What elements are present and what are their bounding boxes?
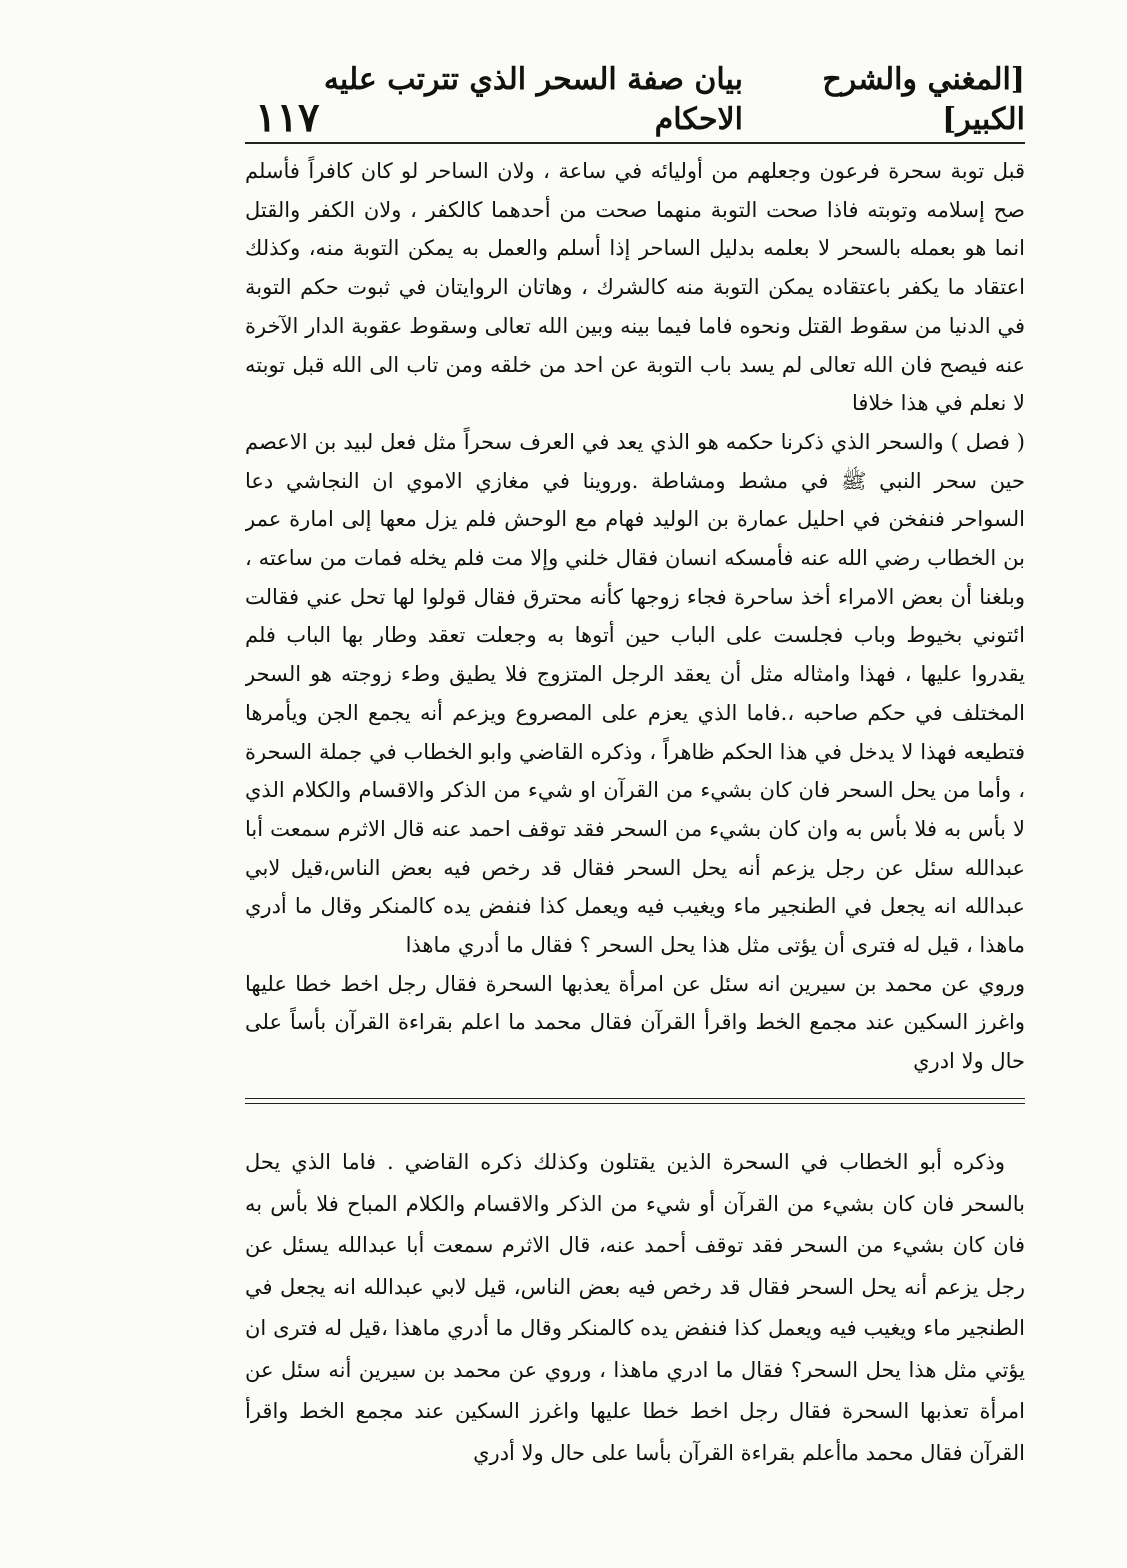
paragraph: قبل توبة سحرة فرعون وجعلهم من أوليائه في ساعة ، ولان الساحر لو كان كافراً فأسلم صح إسلامه وتوبته فاذا صحت التوبة منهما صحت من أحدهما كالكفر ، ولان الكفر والقتل انما هو بعمله بالسحر لا بعلمه بدليل الساحر إذا أسلم والعمل به يمكن التوبة منه، وكذلك اعتقاد ما يكفر باعتقاده يمكن التوبة منه كالشرك ، وهاتان الروايتان في ثبوت حكم التوبة في الدنيا من سقوط القتل ونحوه فاما فيما بينه وبين الله تعالى وسقوط عقوبة الدار الآخرة عنه فيصح فان الله تعالى لم يسد باب التوبة عن احد من خلقه ومن تاب الى الله قبل توبته لا نعلم في هذا خلافا <box>245 159 1025 416</box>
footnote-separator <box>245 1098 1025 1104</box>
footnote-paragraph: وذكره أبو الخطاب في السحرة الذين يقتلون وكذلك ذكره القاضي . فاما الذي يحل بالسحر فان كان بشيء من القرآن أو شيء من الذكر والاقسام والكلام المباح فلا بأس به فان كان بشيء من السحر فقد توقف أحمد عنه، قال الاثرم سمعت أبا عبدالله يسئل عن رجل يزعم أنه يحل السحر فقال قد رخص فيه بعض الناس، قيل لابي عبدالله انه يجعل في الطنجير ماء ويغيب فيه ويعمل كذا فنفض يده كالمنكر وقال ما أدري ماهذا ،قيل له فترى ان يؤتي مثل هذا يحل السحر؟ فقال ما ادري ماهذا ، وروي عن محمد بن سيرين أنه سئل عن امرأة تعذبها السحرة فقال رجل اخط خطا عليها واغرز السكين عند مجمع الخط واقرأ القرآن فقال محمد ماأعلم بقراءة القرآن بأسا على حال ولا أدري <box>245 1150 1025 1465</box>
chapter-title: بيان صفة السحر الذي تترتب عليه الاحكام <box>323 62 743 137</box>
footnote-text <box>245 1142 1025 1472</box>
header-rule <box>245 142 1025 144</box>
page-header <box>255 62 1025 141</box>
book-title: [المغني والشرح الكبير] <box>822 62 1025 137</box>
paragraph: ( فصل ) والسحر الذي ذكرنا حكمه هو الذي يعد في العرف سحراً مثل فعل لبيد بن الاعصم حين سحر النبي ﷺ في مشط ومشاطة .وروينا في مغازي الاموي ان النجاشي دعا السواحر فنفخن في احليل عمارة بن الوليد فهام مع الوحش فلم يزل معها إلى امارة عمر بن الخطاب رضي الله عنه فأمسكه انسان فقال خلني وإلا مت فلم يخله فمات من ساعته ، وبلغنا أن بعض الامراء أخذ ساحرة فجاء زوجها كأنه محترق فقال قولوا لها تحل عني فقالت ائتوني بخيوط وباب فجلست على الباب حين أتوها به وجعلت تعقد وطار بها الباب فلم يقدروا عليها ، فهذا وامثاله مثل أن يعقد الرجل المتزوج فلا يطيق وطء زوجته هو السحر المختلف في حكم صاحبه ،.فاما الذي يعزم على المصروع ويزعم أنه يجمع الجن ويأمرها فتطيعه فهذا لا يدخل في هذا الحكم ظاهراً ، وذكره القاضي وابو الخطاب في جملة السحرة ، وأما من يحل السحر فان كان بشيء من القرآن او شيء من الذكر والاقسام والكلام الذي لا بأس به فلا بأس به وان كان بشيء من السحر فقد توقف احمد عنه قال الاثرم سمعت أبا عبدالله سئل عن رجل يزعم أنه يحل السحر فقال قد رخص فيه بعض الناس،قيل لابي عبدالله انه يجعل في الطنجير ماء ويغيب فيه ويعمل كذا فنفض يده كالمنكر وقال ما أدري ماهذا ، قيل له فترى أن يؤتى مثل هذا يحل السحر ؟ فقال ما أدري ماهذا <box>245 429 1025 958</box>
main-text <box>245 152 1025 1082</box>
page-number: ١١٧ <box>255 94 320 141</box>
paragraph: وروي عن محمد بن سيرين انه سئل عن امرأة يعذبها السحرة فقال رجل اخط خطا عليها واغرز السكين عند مجمع الخط واقرأ القرآن فقال محمد ما اعلم بقراءة القرآن بأساً على حال ولا ادري <box>245 971 1025 1074</box>
running-title <box>319 60 1025 140</box>
